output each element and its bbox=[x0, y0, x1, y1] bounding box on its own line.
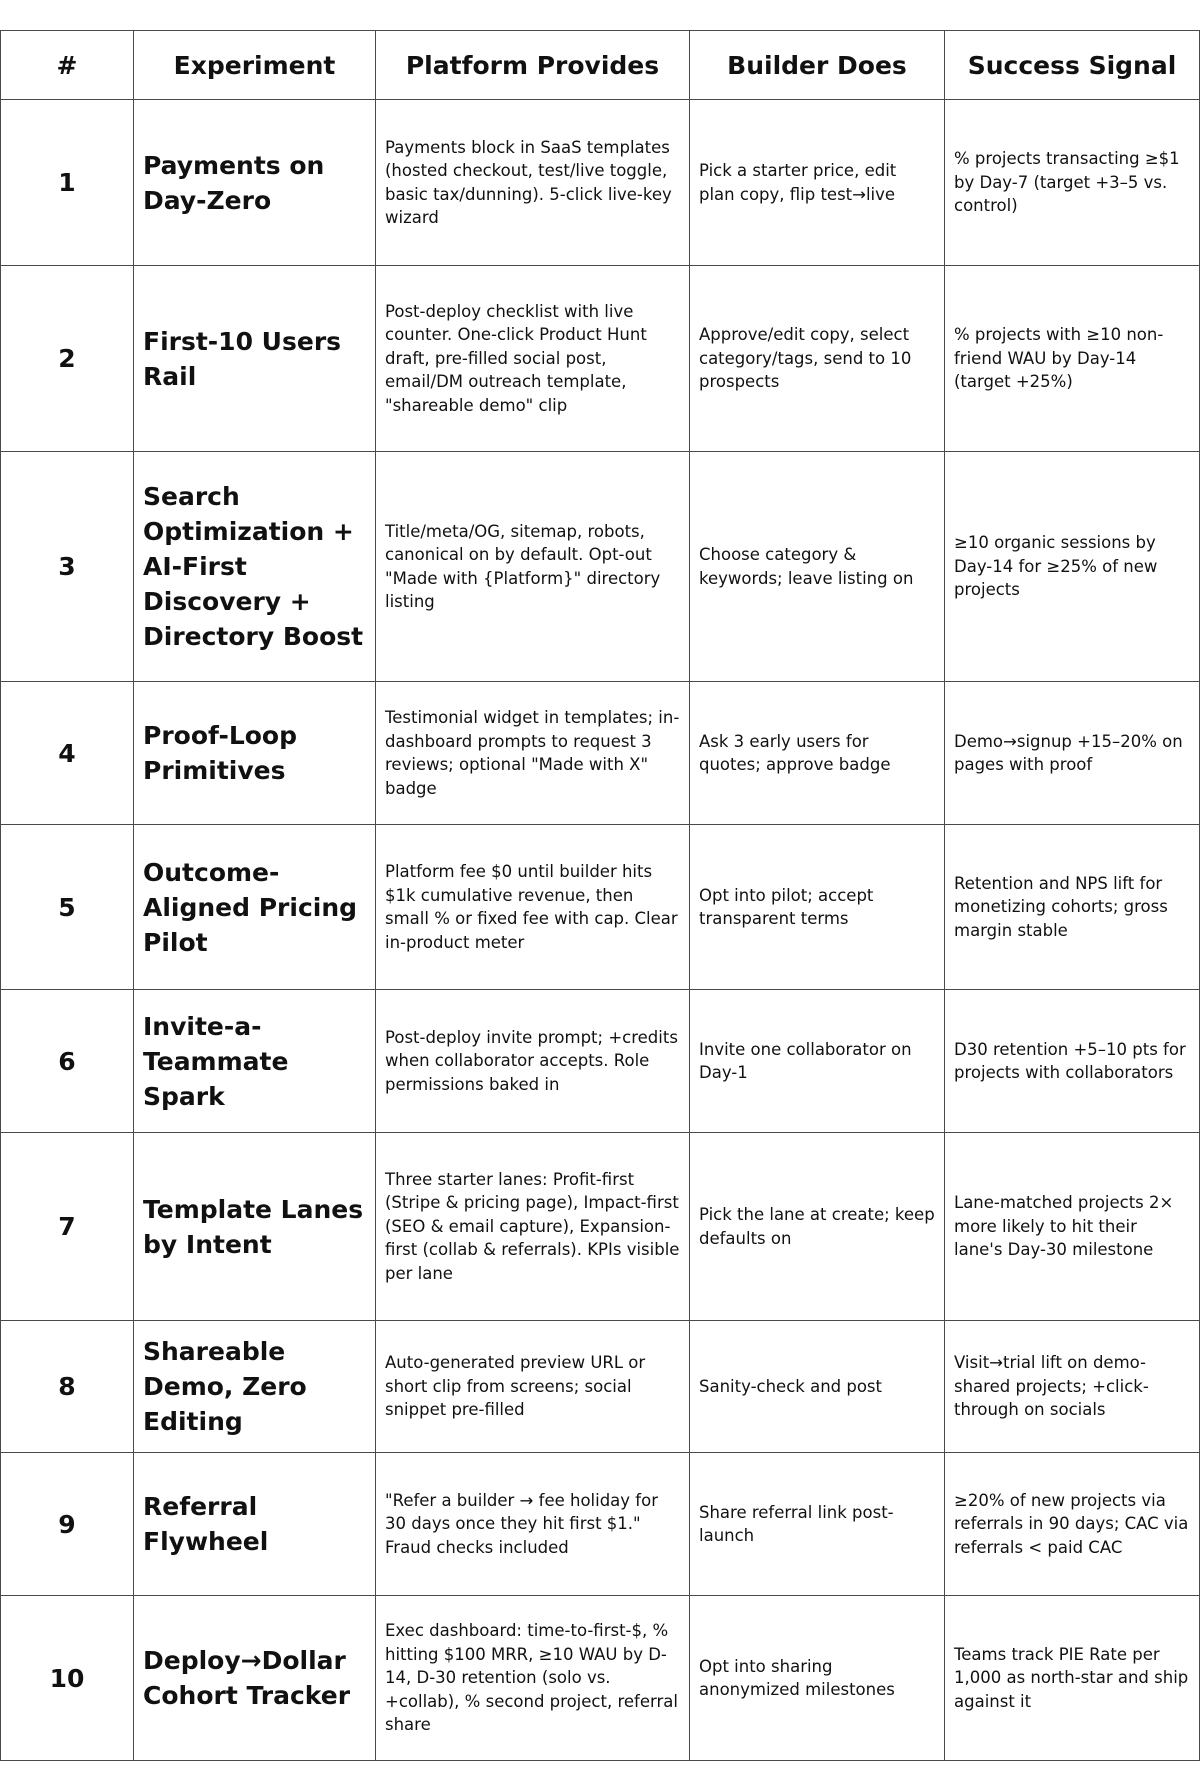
table-row bbox=[1, 1596, 1200, 1761]
platform-provides: Auto-generated preview URL or short clip from screens; social snippet pre-filled bbox=[376, 1321, 690, 1453]
row-number: 8 bbox=[1, 1321, 134, 1453]
platform-provides: "Refer a builder → fee holiday for 30 days once they hit first $1." Fraud checks included bbox=[376, 1453, 690, 1596]
row-number: 1 bbox=[1, 100, 134, 266]
experiment-name: Search Optimization + AI-First Discovery + Directory Boost bbox=[134, 452, 376, 682]
experiment-name: Deploy→Dollar Cohort Tracker bbox=[134, 1596, 376, 1761]
table-row bbox=[1, 1133, 1200, 1321]
platform-provides: Post-deploy invite prompt; +credits when collaborator accepts. Role permissions baked in bbox=[376, 990, 690, 1133]
success-signal: Retention and NPS lift for monetizing cohorts; gross margin stable bbox=[945, 825, 1200, 990]
success-signal: Lane-matched projects 2× more likely to hit their lane's Day-30 milestone bbox=[945, 1133, 1200, 1321]
platform-provides: Title/meta/OG, sitemap, robots, canonical on by default. Opt-out "Made with {Platform}" directory listing bbox=[376, 452, 690, 682]
table-row bbox=[1, 825, 1200, 990]
platform-provides: Exec dashboard: time-to-first-$, % hitting $100 MRR, ≥10 WAU by D-14, D-30 retention (solo vs. +collab), % second project, referral share bbox=[376, 1596, 690, 1761]
experiment-name: Template Lanes by Intent bbox=[134, 1133, 376, 1321]
builder-does: Pick a starter price, edit plan copy, flip test→live bbox=[690, 100, 945, 266]
header-builder-does: Builder Does bbox=[690, 31, 945, 100]
success-signal: ≥20% of new projects via referrals in 90 days; CAC via referrals < paid CAC bbox=[945, 1453, 1200, 1596]
builder-does: Choose category & keywords; leave listing on bbox=[690, 452, 945, 682]
row-number: 2 bbox=[1, 266, 134, 452]
success-signal: D30 retention +5–10 pts for projects with collaborators bbox=[945, 990, 1200, 1133]
row-number: 5 bbox=[1, 825, 134, 990]
header-number: # bbox=[1, 31, 134, 100]
builder-does: Ask 3 early users for quotes; approve badge bbox=[690, 682, 945, 825]
row-number: 4 bbox=[1, 682, 134, 825]
table-row bbox=[1, 682, 1200, 825]
platform-provides: Testimonial widget in templates; in-dashboard prompts to request 3 reviews; optional "Made with X" badge bbox=[376, 682, 690, 825]
experiment-name: Outcome-Aligned Pricing Pilot bbox=[134, 825, 376, 990]
platform-provides: Three starter lanes: Profit-first (Stripe & pricing page), Impact-first (SEO & email capture), Expansion-first (collab & referrals). KPIs visible per lane bbox=[376, 1133, 690, 1321]
experiments-table bbox=[0, 30, 1200, 1761]
row-number: 3 bbox=[1, 452, 134, 682]
success-signal: Demo→signup +15–20% on pages with proof bbox=[945, 682, 1200, 825]
platform-provides: Payments block in SaaS templates (hosted checkout, test/live toggle, basic tax/dunning). 5-click live-key wizard bbox=[376, 100, 690, 266]
table-row bbox=[1, 1453, 1200, 1596]
builder-does: Invite one collaborator on Day-1 bbox=[690, 990, 945, 1133]
header-row bbox=[1, 31, 1200, 100]
success-signal: % projects with ≥10 non-friend WAU by Day-14 (target +25%) bbox=[945, 266, 1200, 452]
row-number: 7 bbox=[1, 1133, 134, 1321]
platform-provides: Post-deploy checklist with live counter. One-click Product Hunt draft, pre-filled social post, email/DM outreach template, "shareable demo" clip bbox=[376, 266, 690, 452]
success-signal: % projects transacting ≥$1 by Day-7 (target +3–5 vs. control) bbox=[945, 100, 1200, 266]
row-number: 10 bbox=[1, 1596, 134, 1761]
experiment-name: Payments on Day-Zero bbox=[134, 100, 376, 266]
table-row bbox=[1, 100, 1200, 266]
experiment-name: Proof-Loop Primitives bbox=[134, 682, 376, 825]
builder-does: Opt into sharing anonymized milestones bbox=[690, 1596, 945, 1761]
table-row bbox=[1, 990, 1200, 1133]
success-signal: ≥10 organic sessions by Day-14 for ≥25% of new projects bbox=[945, 452, 1200, 682]
builder-does: Approve/edit copy, select category/tags, send to 10 prospects bbox=[690, 266, 945, 452]
builder-does: Opt into pilot; accept transparent terms bbox=[690, 825, 945, 990]
header-experiment: Experiment bbox=[134, 31, 376, 100]
row-number: 6 bbox=[1, 990, 134, 1133]
table-row bbox=[1, 452, 1200, 682]
experiment-name: First-10 Users Rail bbox=[134, 266, 376, 452]
builder-does: Share referral link post-launch bbox=[690, 1453, 945, 1596]
experiment-name: Invite-a-Teammate Spark bbox=[134, 990, 376, 1133]
success-signal: Visit→trial lift on demo-shared projects; +click-through on socials bbox=[945, 1321, 1200, 1453]
table-row bbox=[1, 266, 1200, 452]
row-number: 9 bbox=[1, 1453, 134, 1596]
platform-provides: Platform fee $0 until builder hits $1k cumulative revenue, then small % or fixed fee with cap. Clear in-product meter bbox=[376, 825, 690, 990]
experiment-name: Referral Flywheel bbox=[134, 1453, 376, 1596]
builder-does: Pick the lane at create; keep defaults on bbox=[690, 1133, 945, 1321]
builder-does: Sanity-check and post bbox=[690, 1321, 945, 1453]
experiment-name: Shareable Demo, Zero Editing bbox=[134, 1321, 376, 1453]
table-row bbox=[1, 1321, 1200, 1453]
header-success-signal: Success Signal bbox=[945, 31, 1200, 100]
success-signal: Teams track PIE Rate per 1,000 as north-star and ship against it bbox=[945, 1596, 1200, 1761]
header-platform-provides: Platform Provides bbox=[376, 31, 690, 100]
